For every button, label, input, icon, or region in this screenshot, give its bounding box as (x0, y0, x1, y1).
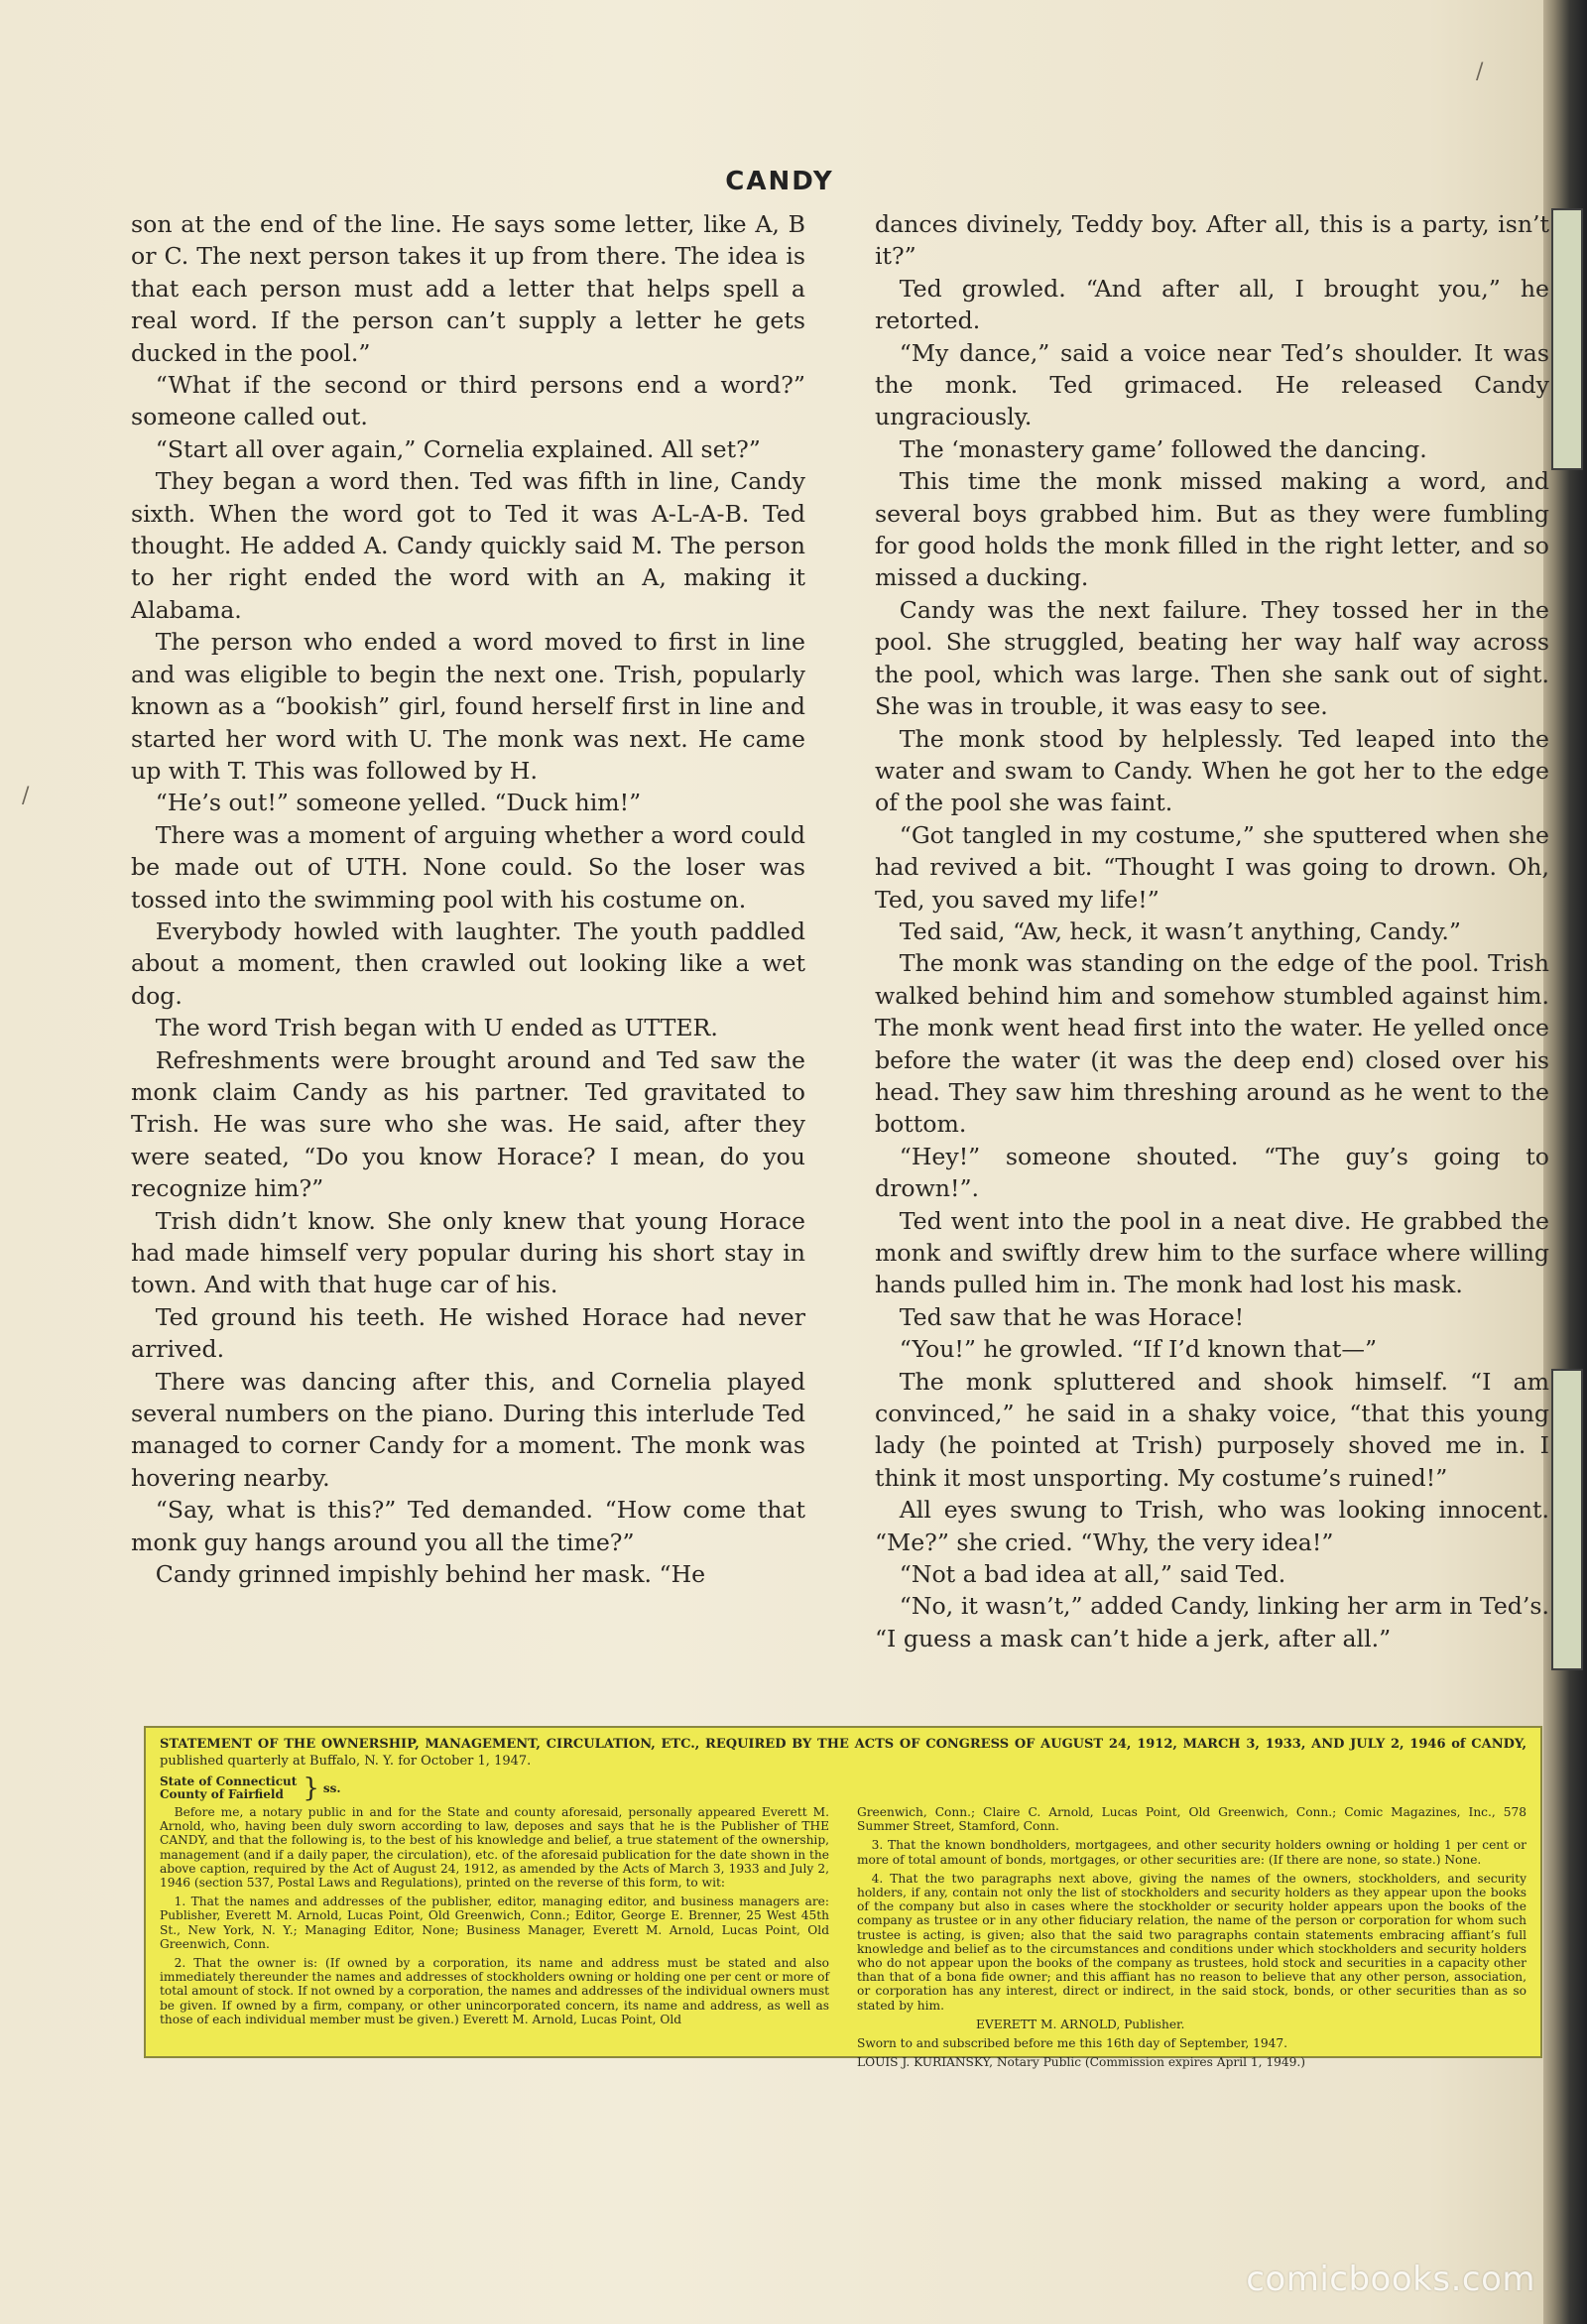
venue-block (160, 1775, 1526, 1801)
brace-glyph: } (303, 1774, 319, 1803)
statement-paragraph: 2. That the owner is: (If owned by a corporation, its name and address must be stated and also immediately thereunder the names and addresses of stockholders owning or holding one per cent or more of total amount of stock. If not owned by a corporation, the names and addresses of the individual owners must be given. If owned by a firm, company, or other unincorporated concern, its name and address, as well as those of each individual member must be given.) Everett M. Arnold, Lucas Point, Old (160, 1956, 829, 2026)
paragraph: All eyes swung to Trish, who was looking innocent. “Me?” she cried. “Why, the very idea!” (875, 1496, 1549, 1556)
paragraph: Candy was the next failure. They tossed her in the pool. She struggled, beating her way half way across the pool, which was large. Then she sank out of sight. She was in trouble, it was easy to see. (875, 595, 1549, 721)
statement-left-column (160, 1805, 829, 2074)
statement-paragraph: 4. That the two paragraphs next above, giving the names of the owners, stockholders, and security holders, if any, contain not only the list of stockholders and security holders as they appear upon the books of the company but also in cases where the stockholder or security holder appears upon the books of the company as trustee or in any other fiduciary relation, the name of the person or corporation for whom such trustee is acting, is given; also that the said two paragraphs contain statements embracing affiant’s full knowledge and belief as to the circumstances and conditions under which stockholders and security holders who do not appear upon the books of the company as trustees, hold stock and securities in a capacity other than that of a bona fide owner; and this affiant has no reason to believe that any other person, association, or corporation has any interest, direct or indirect, in the said stock, bonds, or other securities than as so stated by him. (857, 1871, 1526, 2013)
paragraph: “Hey!” someone shouted. “The guy’s going to drown!”. (875, 1142, 1549, 1203)
paragraph: dances divinely, Teddy boy. After all, this is a party, isn’t it?” (875, 210, 1549, 271)
left-column (131, 208, 805, 1696)
sworn-line: Sworn to and subscribed before me this 16th day of September, 1947. (857, 2036, 1288, 2051)
statement-paragraph: Before me, a notary public in and for the State and county aforesaid, personally appeared Everett M. Arnold, who, having been duly sworn according to law, deposes and says that he is the Publisher of THE CANDY, and that the following is, to the best of his knowledge and belief, a true statement of the ownership, management (and if a daily paper, the circulation), etc. of the aforesaid publication for the date shown in the above caption, required by the Act of August 24, 1912, as amended by the Acts of March 3, 1933 and July 2, 1946 (section 537, Postal Laws and Regulations), printed on the reverse of this form, to wit: (160, 1805, 829, 1891)
paragraph: Ted growled. “And after all, I brought you,” he retorted. (875, 274, 1549, 335)
paragraph: Trish didn’t know. She only knew that young Horace had made himself very popular during his short stay in town. And with that huge car of his. (131, 1206, 805, 1299)
margin-mark: / (1476, 60, 1484, 84)
paragraph: Ted went into the pool in a neat dive. He grabbed the monk and swiftly drew him to the surface where willing hands pulled him in. The monk had lost his mask. (875, 1206, 1549, 1299)
paragraph: “Say, what is this?” Ted demanded. “How come that monk guy hangs around you all the time?” (131, 1496, 805, 1556)
paragraph: The word Trish began with U ended as UTTER. (155, 1014, 718, 1042)
running-title: CANDY (725, 167, 834, 196)
paragraph: There was dancing after this, and Cornelia played several numbers on the piano. During this interlude Ted managed to corner Candy for a moment. The monk was hovering nearby. (131, 1367, 805, 1492)
paragraph: The person who ended a word moved to first in line and was eligible to begin the next one. Trish, popularly known as a “bookish” girl, found herself first in line and started her word with U. The monk was next. He came up with T. This was followed by H. (131, 628, 805, 785)
paragraph: Everybody howled with laughter. The youth paddled about a moment, then crawled out looking like a wet dog. (131, 917, 805, 1010)
statement-heading (160, 1736, 1526, 1770)
paragraph: Candy grinned impishly behind her mask. “He (155, 1560, 706, 1589)
paragraph: “You!” he growled. “If I’d known that—” (899, 1335, 1378, 1364)
paragraph: “He’s out!” someone yelled. “Duck him!” (155, 789, 642, 817)
paragraph: “My dance,” said a voice near Ted’s shoulder. It was the monk. Ted grimaced. He released Candy ungraciously. (875, 338, 1549, 431)
paragraph: The monk was standing on the edge of the pool. Trish walked behind him and somehow stumbled against him. The monk went head first into the water. He yelled once before the water (it was the deep end) closed over his head. They saw him threshing around as he went to the bottom. (875, 949, 1549, 1139)
statement-paragraph: 1. That the names and addresses of the publisher, editor, managing editor, and business managers are: Publisher, Everett M. Arnold, Lucas Point, Old Greenwich, Conn.; Editor, George E. Brenner, 25 West 45th St., New York, N. Y.; Managing Editor, None; Business Manager, Everett M. Arnold, Lucas Point, Old Greenwich, Conn. (160, 1895, 829, 1951)
state-line: State of Connecticut (160, 1774, 298, 1788)
paragraph: The monk stood by helplessly. Ted leaped into the water and swam to Candy. When he got her to the edge of the pool she was faint. (875, 724, 1549, 817)
ownership-statement-box (144, 1726, 1542, 2070)
paragraph: The ‘monastery game’ followed the dancing. (899, 434, 1427, 463)
paragraph: This time the monk missed making a word, and several boys grabbed him. But as they were fumbling for good holds the monk filled in the right letter, and so missed a ducking. (875, 467, 1549, 592)
adjacent-page-strip (1551, 208, 1583, 470)
statement-paragraph: 3. That the known bondholders, mortgagees, and other security holders owning or holding 1 per cent or more of total amount of bonds, mortgages, or other securities are: (If there are none, so state.) None. (857, 1838, 1526, 1867)
right-column (875, 208, 1549, 1696)
paragraph: The monk spluttered and shook himself. “I am convinced,” he said in a shaky voice, “that this young lady (he pointed at Trish) purposely shoved me in. I think it most unsporting. My costume’s ruined!” (875, 1367, 1549, 1492)
ss-label: ss. (322, 1780, 341, 1795)
statement-heading-text: STATEMENT OF THE OWNERSHIP, MANAGEMENT, CIRCULATION, ETC., REQUIRED BY THE ACTS OF CONGRESS OF AUGUST 24, 1912, MARCH 3, 1933, AND JULY 2, 1946 of CANDY, (160, 1737, 1526, 1752)
statement-heading-publication: published quarterly at Buffalo, N. Y. for October 1, 1947. (160, 1754, 532, 1769)
paragraph: “No, it wasn’t,” added Candy, linking her arm in Ted’s. “I guess a mask can’t hide a jerk, after all.” (875, 1592, 1549, 1652)
paragraph: There was a moment of arguing whether a word could be made out of UTH. None could. So the loser was tossed into the swimming pool with his costume on. (131, 820, 805, 914)
statement-columns (160, 1805, 1526, 2074)
adjacent-page-strip (1551, 1369, 1583, 1670)
paragraph: “What if the second or third persons end a word?” someone called out. (131, 371, 805, 431)
publisher-signature: EVERETT M. ARNOLD, Publisher. (976, 2017, 1185, 2031)
paragraph: son at the end of the line. He says some letter, like A, B or C. The next person takes it up from there. The idea is that each person must add a letter that helps spell a real word. If the person can’t supply a letter he gets ducked in the pool.” (131, 210, 805, 367)
statement-paragraph: Greenwich, Conn.; Claire C. Arnold, Lucas Point, Old Greenwich, Conn.; Comic Magazines, Inc., 578 Summer Street, Stamford, Conn. (857, 1805, 1526, 1834)
paragraph: Refreshments were brought around and Ted saw the monk claim Candy as his partner. Ted gravitated to Trish. He was sure who she was. He said, after they were seated, “Do you know Horace? I mean, do you recognize him?” (131, 1045, 805, 1203)
notary-line: LOUIS J. KURIANSKY, Notary Public (Commission expires April 1, 1949.) (857, 2055, 1306, 2070)
margin-mark: / (22, 784, 30, 808)
paragraph: “Not a bad idea at all,” said Ted. (899, 1560, 1286, 1589)
statement-right-column (857, 1805, 1526, 2074)
paragraph: They began a word then. Ted was fifth in line, Candy sixth. When the word got to Ted it was A-L-A-B. Ted thought. He added A. Candy quickly said M. The person to her right ended the word with an A, making it Alabama. (131, 467, 805, 624)
county-line: County of Fairfield (160, 1787, 284, 1801)
paragraph: Ted saw that he was Horace! (899, 1302, 1245, 1331)
watermark: comicbooks.com (1246, 2260, 1535, 2299)
paragraph: Ted ground his teeth. He wished Horace had never arrived. (131, 1302, 805, 1364)
paragraph: “Start all over again,” Cornelia explained. All set?” (155, 434, 761, 463)
paragraph: Ted said, “Aw, heck, it wasn’t anything, Candy.” (899, 917, 1461, 945)
paragraph: “Got tangled in my costume,” she sputtered when she had revived a bit. “Thought I was going to drown. Oh, Ted, you saved my life!” (875, 820, 1549, 914)
